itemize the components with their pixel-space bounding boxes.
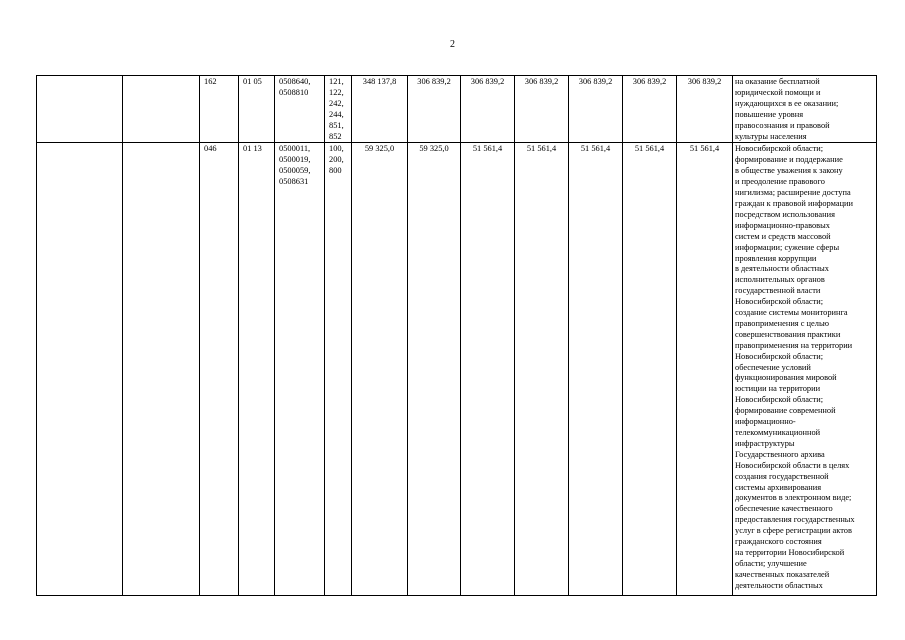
description-line: на территории Новосибирской (735, 547, 845, 557)
budget-table (36, 75, 877, 596)
description-line: Новосибирской области; (735, 297, 824, 307)
empty-cell (37, 143, 123, 596)
expense-type: 244, (329, 109, 344, 119)
description-line: системы архивирования (735, 482, 822, 492)
description-line: услуг в сфере регистрации актов (735, 526, 852, 536)
description-line: на оказание бесплатной (735, 77, 820, 86)
expense-type: 852 (329, 131, 342, 141)
amount-cell: 51 561,4 (623, 143, 677, 596)
description-line: правоприменения с целью (735, 318, 830, 328)
empty-cell (123, 143, 200, 596)
description-line: инфраструктуры (735, 438, 795, 448)
description-line: правосознания и правовой (735, 120, 830, 130)
description-line: формирование современной (735, 406, 836, 416)
expense-type: 800 (329, 166, 342, 176)
amount-cell: 306 839,2 (515, 76, 569, 143)
code-b-cell: 01 13 (239, 143, 275, 596)
amount-cell: 59 325,0 (352, 143, 408, 596)
expense-type: 100, (329, 144, 344, 154)
description-line: нуждающихся в ее оказании; (735, 98, 839, 108)
expense-type: 242, (329, 98, 344, 108)
description-line: культуры населения (735, 131, 807, 141)
code-a-cell: 162 (200, 76, 239, 143)
target-item: 0508631 (279, 177, 309, 187)
amount-cell: 306 839,2 (408, 76, 461, 143)
target-items-cell (275, 143, 325, 596)
description-line: исполнительных органов (735, 275, 825, 285)
description-line: проявления коррупции (735, 253, 817, 263)
description-line: в обществе уважения к закону (735, 166, 843, 176)
target-items-cell (275, 76, 325, 143)
target-item: 0500019, (279, 155, 311, 165)
expense-types-cell (325, 76, 352, 143)
description-cell (733, 76, 877, 143)
target-item: 0500059, (279, 166, 311, 176)
code-b-cell: 01 05 (239, 76, 275, 143)
description-line: в деятельности областных (735, 264, 829, 274)
empty-cell (123, 76, 200, 143)
amount-cell: 306 839,2 (461, 76, 515, 143)
description-line: функционирования мировой (735, 373, 837, 383)
description-line: информационно-правовых (735, 220, 830, 230)
target-item: 0508640, (279, 77, 311, 86)
description-line: юридической помощи и (735, 87, 821, 97)
amount-cell: 51 561,4 (515, 143, 569, 596)
description-line: качественных показателей (735, 569, 830, 579)
description-line: гражданского состояния (735, 537, 822, 547)
expense-type: 851, (329, 120, 344, 130)
description-line: граждан к правовой информации (735, 198, 854, 208)
description-line: информации; сужение сферы (735, 242, 840, 252)
description-line: создание системы мониторинга (735, 308, 848, 318)
amount-cell: 59 325,0 (408, 143, 461, 596)
description-line: обеспечение условий (735, 362, 811, 372)
amount-cell: 348 137,8 (352, 76, 408, 143)
table-row (37, 76, 877, 143)
amount-cell: 306 839,2 (677, 76, 733, 143)
description-line: совершенствования практики (735, 329, 841, 339)
amount-cell: 51 561,4 (677, 143, 733, 596)
description-line: обеспечение качественного (735, 504, 833, 514)
table-row (37, 143, 877, 596)
code-a-cell: 046 (200, 143, 239, 596)
description-line: посредством использования (735, 209, 835, 219)
description-line: правоприменения на территории (735, 340, 853, 350)
target-item: 0500011, (279, 144, 311, 154)
expense-type: 200, (329, 155, 344, 165)
expense-types-cell (325, 143, 352, 596)
empty-cell (37, 76, 123, 143)
description-line: Новосибирской области; (735, 395, 824, 405)
description-line: Государственного архива (735, 449, 825, 459)
amount-cell: 306 839,2 (623, 76, 677, 143)
description-line: телекоммуникационной (735, 428, 821, 437)
expense-type: 121, (329, 77, 344, 86)
description-line: Новосибирской области в целях (735, 460, 850, 470)
amount-cell: 306 839,2 (569, 76, 623, 143)
description-line: Новосибирской области; (735, 351, 824, 361)
description-line: деятельности областных (735, 580, 823, 590)
description-line: государственной власти (735, 286, 821, 296)
description-line: систем и средств массовой (735, 231, 831, 241)
description-line: создания государственной (735, 471, 829, 481)
description-line: предоставления государственных (735, 515, 855, 525)
description-line: формирование и поддержание (735, 155, 843, 165)
description-line: повышение уровня (735, 109, 804, 119)
target-item: 0508810 (279, 87, 309, 97)
description-line: информационно- (735, 417, 796, 427)
description-cell (733, 143, 877, 596)
description-line: области; улучшение (735, 558, 807, 568)
description-line: документов в электронном виде; (735, 493, 852, 503)
expense-type: 122, (329, 87, 344, 97)
description-line: нигилизма; расширение доступа (735, 188, 851, 198)
page-number: 2 (450, 39, 455, 50)
description-line: и преодоление правового (735, 177, 825, 187)
description-line: Новосибирской области; (735, 144, 824, 154)
amount-cell: 51 561,4 (569, 143, 623, 596)
amount-cell: 51 561,4 (461, 143, 515, 596)
description-line: юстиции на территории (735, 384, 821, 394)
